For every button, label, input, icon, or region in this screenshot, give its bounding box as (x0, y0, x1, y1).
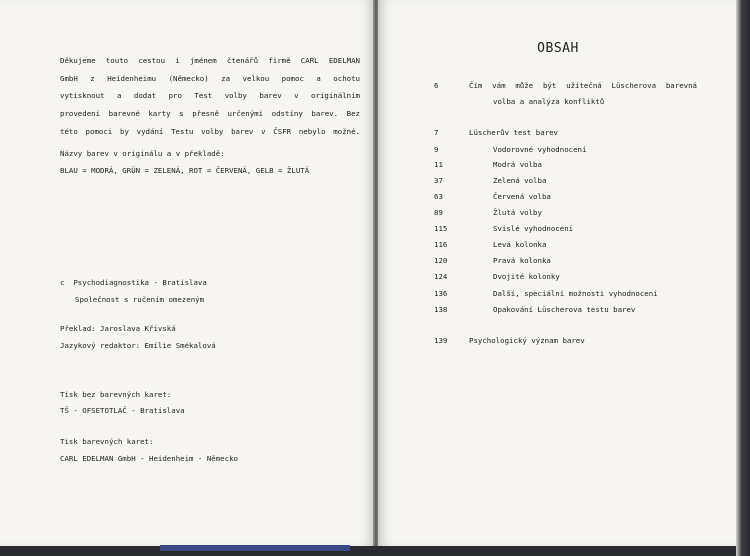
toc-page-number: 120 (434, 256, 448, 265)
toc-entry-text: Zelená volba (493, 176, 547, 185)
toc-page-number: 115 (434, 224, 448, 233)
toc-page-number: 9 (434, 145, 439, 154)
acknowledgement-paragraph (60, 52, 360, 140)
acknowledgement-line: Děkujeme touto cestou i jménem čtenářů firmě CARL EDELMAN (60, 56, 360, 65)
cards-print-heading: Tisk barevných karet: (60, 437, 154, 446)
toc-entry-text: Levá kolonka (493, 240, 547, 249)
toc-page-number: 11 (434, 160, 443, 169)
toc-title: OBSAH (537, 41, 579, 56)
editor-credit: Jazykový redaktor: Emílie Smékalová (60, 341, 216, 350)
company-type-line: Společnost s ručením omezeným (75, 295, 205, 304)
translator-credit: Překlad: Jaroslava Křivská (60, 324, 176, 333)
cards-print-value: CARL EDELMAN GmbH - Heidenheim - Německo (60, 454, 238, 463)
toc-page-number: 37 (434, 176, 443, 185)
copyright-line: c Psychodiagnostika - Bratislava (60, 278, 207, 287)
acknowledgement-line: vytisknout a dodat pro Test volby barev v originálním (60, 91, 360, 101)
toc-entry-text: Psychologický význam barev (469, 336, 585, 345)
print-heading: Tisk bez barevných karet: (60, 390, 172, 399)
toc-page-number: 136 (434, 289, 448, 298)
toc-page-number: 116 (434, 240, 448, 249)
toc-page-number: 89 (434, 208, 443, 217)
toc-page-number: 139 (434, 336, 448, 345)
print-value: TŠ - OFSETOTLAČ - Bratislava (60, 406, 185, 415)
toc-entry-text: Svislé vyhodnocení (493, 224, 574, 233)
toc-entry-text: Modrá volba (493, 160, 542, 169)
toc-entry-text: Vodorovné vyhodnocení (493, 145, 587, 154)
toc-entry-text: Červená volba (493, 192, 551, 201)
page-edge (736, 0, 750, 556)
acknowledgement-line: GmbH z Heidenheimu (Německo) za velkou pomoc a ochotu (60, 73, 360, 83)
color-names-heading: Názvy barev v originálu a v překladě: (60, 149, 225, 158)
toc-page-number: 124 (434, 272, 448, 281)
toc-entry-text: Pravá kolonka (493, 256, 551, 265)
acknowledgement-line: této pomoci by vydání Testu volby barev v ČSFR nebylo možné. (60, 126, 360, 136)
toc-entry-text: Další, speciální možnosti vyhodnocení (493, 289, 658, 298)
toc-entry-text: Žlutá volby (493, 208, 542, 217)
toc-page-number: 6 (434, 81, 439, 90)
toc-entry-text: Lüscherův test barev (469, 128, 558, 137)
toc-page-number: 138 (434, 305, 448, 314)
toc-entry-text: volba a analýza konfliktů (493, 97, 605, 106)
toc-entry-text: Opakování Lüscherova testu barev (493, 305, 636, 314)
toc-page-number: 63 (434, 192, 443, 201)
acknowledgement-line: provedení barevné karty s přesně určenými odstíny barev. Bez (60, 109, 360, 119)
color-names-line: BLAU = MODRÁ, GRÜN = ZELENÁ, ROT = ČERVENÁ, GELB = ŽLUTÁ (60, 166, 310, 175)
cover-edge (160, 545, 350, 551)
left-page (0, 0, 374, 546)
toc-entry-text: Dvojité kolonky (493, 272, 560, 281)
toc-page-number: 7 (434, 128, 439, 137)
toc-entry-text: Čím vám může být užitečná Lüscherova barevná (469, 81, 697, 90)
